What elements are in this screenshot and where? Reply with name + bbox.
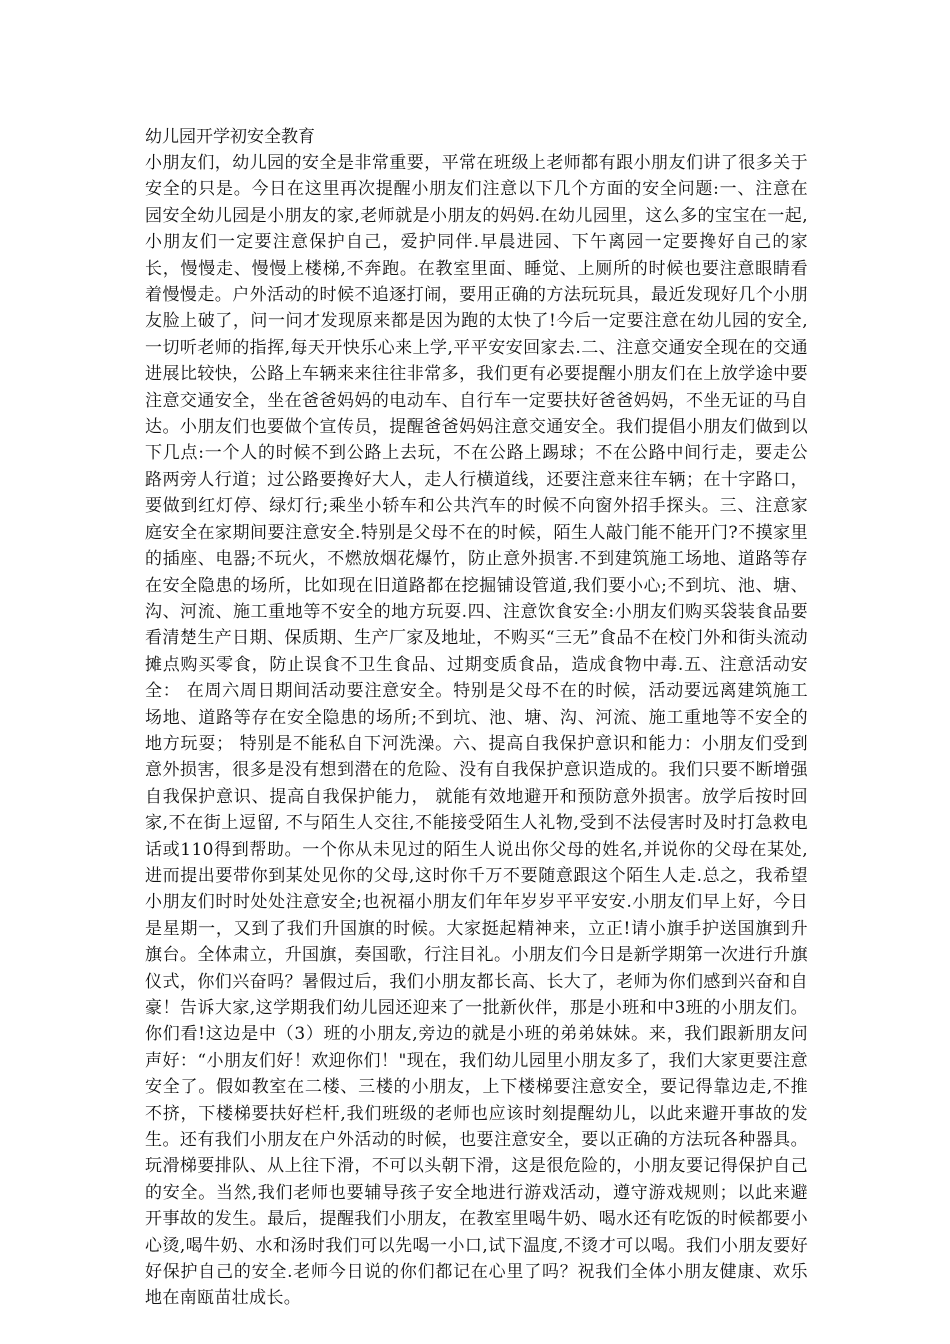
document-title: 幼儿园开学初安全教育: [145, 127, 315, 147]
document-page: [145, 124, 808, 1312]
document-body: 小朋友们，幼儿园的安全是非常重要，平常在班级上老师都有跟小朋友们讲了很多关于安全的只是。今日在这里再次提醒小朋友们注意以下几个方面的安全问题:一、注意在园安全幼儿园是小朋友的家,老师就是小朋友的妈妈.在幼儿园里，这么多的宝宝在一起,小朋友们一定要注意保护自己，爱护同伴.早晨进园、下午离园一定要搀好自己的家长，慢慢走、慢慢上楼梯,不奔跑。在教室里面、睡觉、上厕所的时候也要注意眼睛看着慢慢走。户外活动的时候不追逐打闹，要用正确的方法玩玩具，最近发现好几个小朋友脸上破了，问一问才发现原来都是因为跑的太快了!今后一定要注意在幼儿园的安全,一切听老师的指挥,每天开快乐心来上学,平平安安回家去.二、注意交通安全现在的交通进展比较快，公路上车辆来来往往非常多，我们更有必要提醒小朋友们在上放学途中要注意交通安全，坐在爸爸妈妈的电动车、自行车一定要扶好爸爸妈妈，不坐无证的马自达。小朋友们也要做个宣传员，提醒爸爸妈妈注意交通安全。我们提倡小朋友们做到以下几点:一个人的时候不到公路上去玩，不在公路上踢球；不在公路中间行走，要走公路两旁人行道；过公路要搀好大人，走人行横道线，还要注意来往车辆；在十字路口，要做到红灯停、绿灯行;乘坐小轿车和公共汽车的时候不向窗外招手探头。三、注意家庭安全在家期间要注意安全.特别是父母不在的时候，陌生人敲门能不能开门?不摸家里的插座、电器;不玩火，不燃放烟花爆竹，防止意外损害.不到建筑施工场地、道路等存在安全隐患的场所，比如现在旧道路都在挖掘铺设管道,我们要小心;不到坑、池、塘、沟、河流、施工重地等不安全的地方玩耍.四、注意饮食安全:小朋友们购买袋装食品要看清楚生产日期、保质期、生产厂家及地址，不购买“三无”食品不在校门外和街头流动摊点购买零食，防止误食不卫生食品、过期变质食品，造成食物中毒.五、注意活动安全： 在周六周日期间活动要注意安全。特别是父母不在的时候，活动要远离建筑施工场地、道路等存在安全隐患的场所;不到坑、池、塘、沟、河流、施工重地等不安全的地方玩耍； 特别是不能私自下河洗澡。六、提高自我保护意识和能力：小朋友们受到意外损害，很多是没有想到潜在的危险、没有自我保护意识造成的。我们只要不断增强自我保护意识、提高自我保护能力， 就能有效地避开和预防意外损害。放学后按时回家,不在街上逗留, 不与陌生人交往,不能接受陌生人礼物,受到不法侵害时及时打急救电话或110得到帮助。一个你从未见过的陌生人说出你父母的姓名,并说你的父母在某处,进而提出要带你到某处见你的父母,这时你千万不要随意跟这个陌生人走.总之，我希望小朋友们时时处处注意安全;也祝福小朋友们年年岁岁平平安安.小朋友们早上好，今日是星期一，又到了我们升国旗的时候。大家挺起精神来，立正!请小旗手护送国旗到升旗台。全体肃立，升国旗，奏国歌，行注目礼。小朋友们今日是新学期第一次进行升旗仪式，你们兴奋吗？暑假过后，我们小朋友都长高、长大了，老师为你们感到兴奋和自豪！告诉大家,这学期我们幼儿园还迎来了一批新伙伴，那是小班和中3班的小朋友们。你们看!这边是中（3）班的小朋友,旁边的就是小班的弟弟妹妹。来，我们跟新朋友问声好：“小朋友们好！欢迎你们！"现在，我们幼儿园里小朋友多了，我们大家更要注意安全了。假如教室在二楼、三楼的小朋友，上下楼梯要注意安全，要记得靠边走,不推不挤，下楼梯要扶好栏杆,我们班级的老师也应该时刻提醒幼儿，以此来避开事故的发生。还有我们小朋友在户外活动的时候，也要注意安全，要以正确的方法玩各种器具。玩滑梯要排队、从上往下滑，不可以头朝下滑，这是很危险的，小朋友要记得保护自己的安全。当然,我们老师也要辅导孩子安全地进行游戏活动，遵守游戏规则；以此来避开事故的发生。最后，提醒我们小朋友，在教室里喝牛奶、喝水还有吃饭的时候都要小心烫,喝牛奶、水和汤时我们可以先喝一小口,试下温度,不烫才可以喝。我们小朋友要好好保护自己的安全.老师今日说的你们都记在心里了吗？祝我们全体小朋友健康、欢乐地在南瓯苗壮成长。: [145, 153, 808, 1309]
